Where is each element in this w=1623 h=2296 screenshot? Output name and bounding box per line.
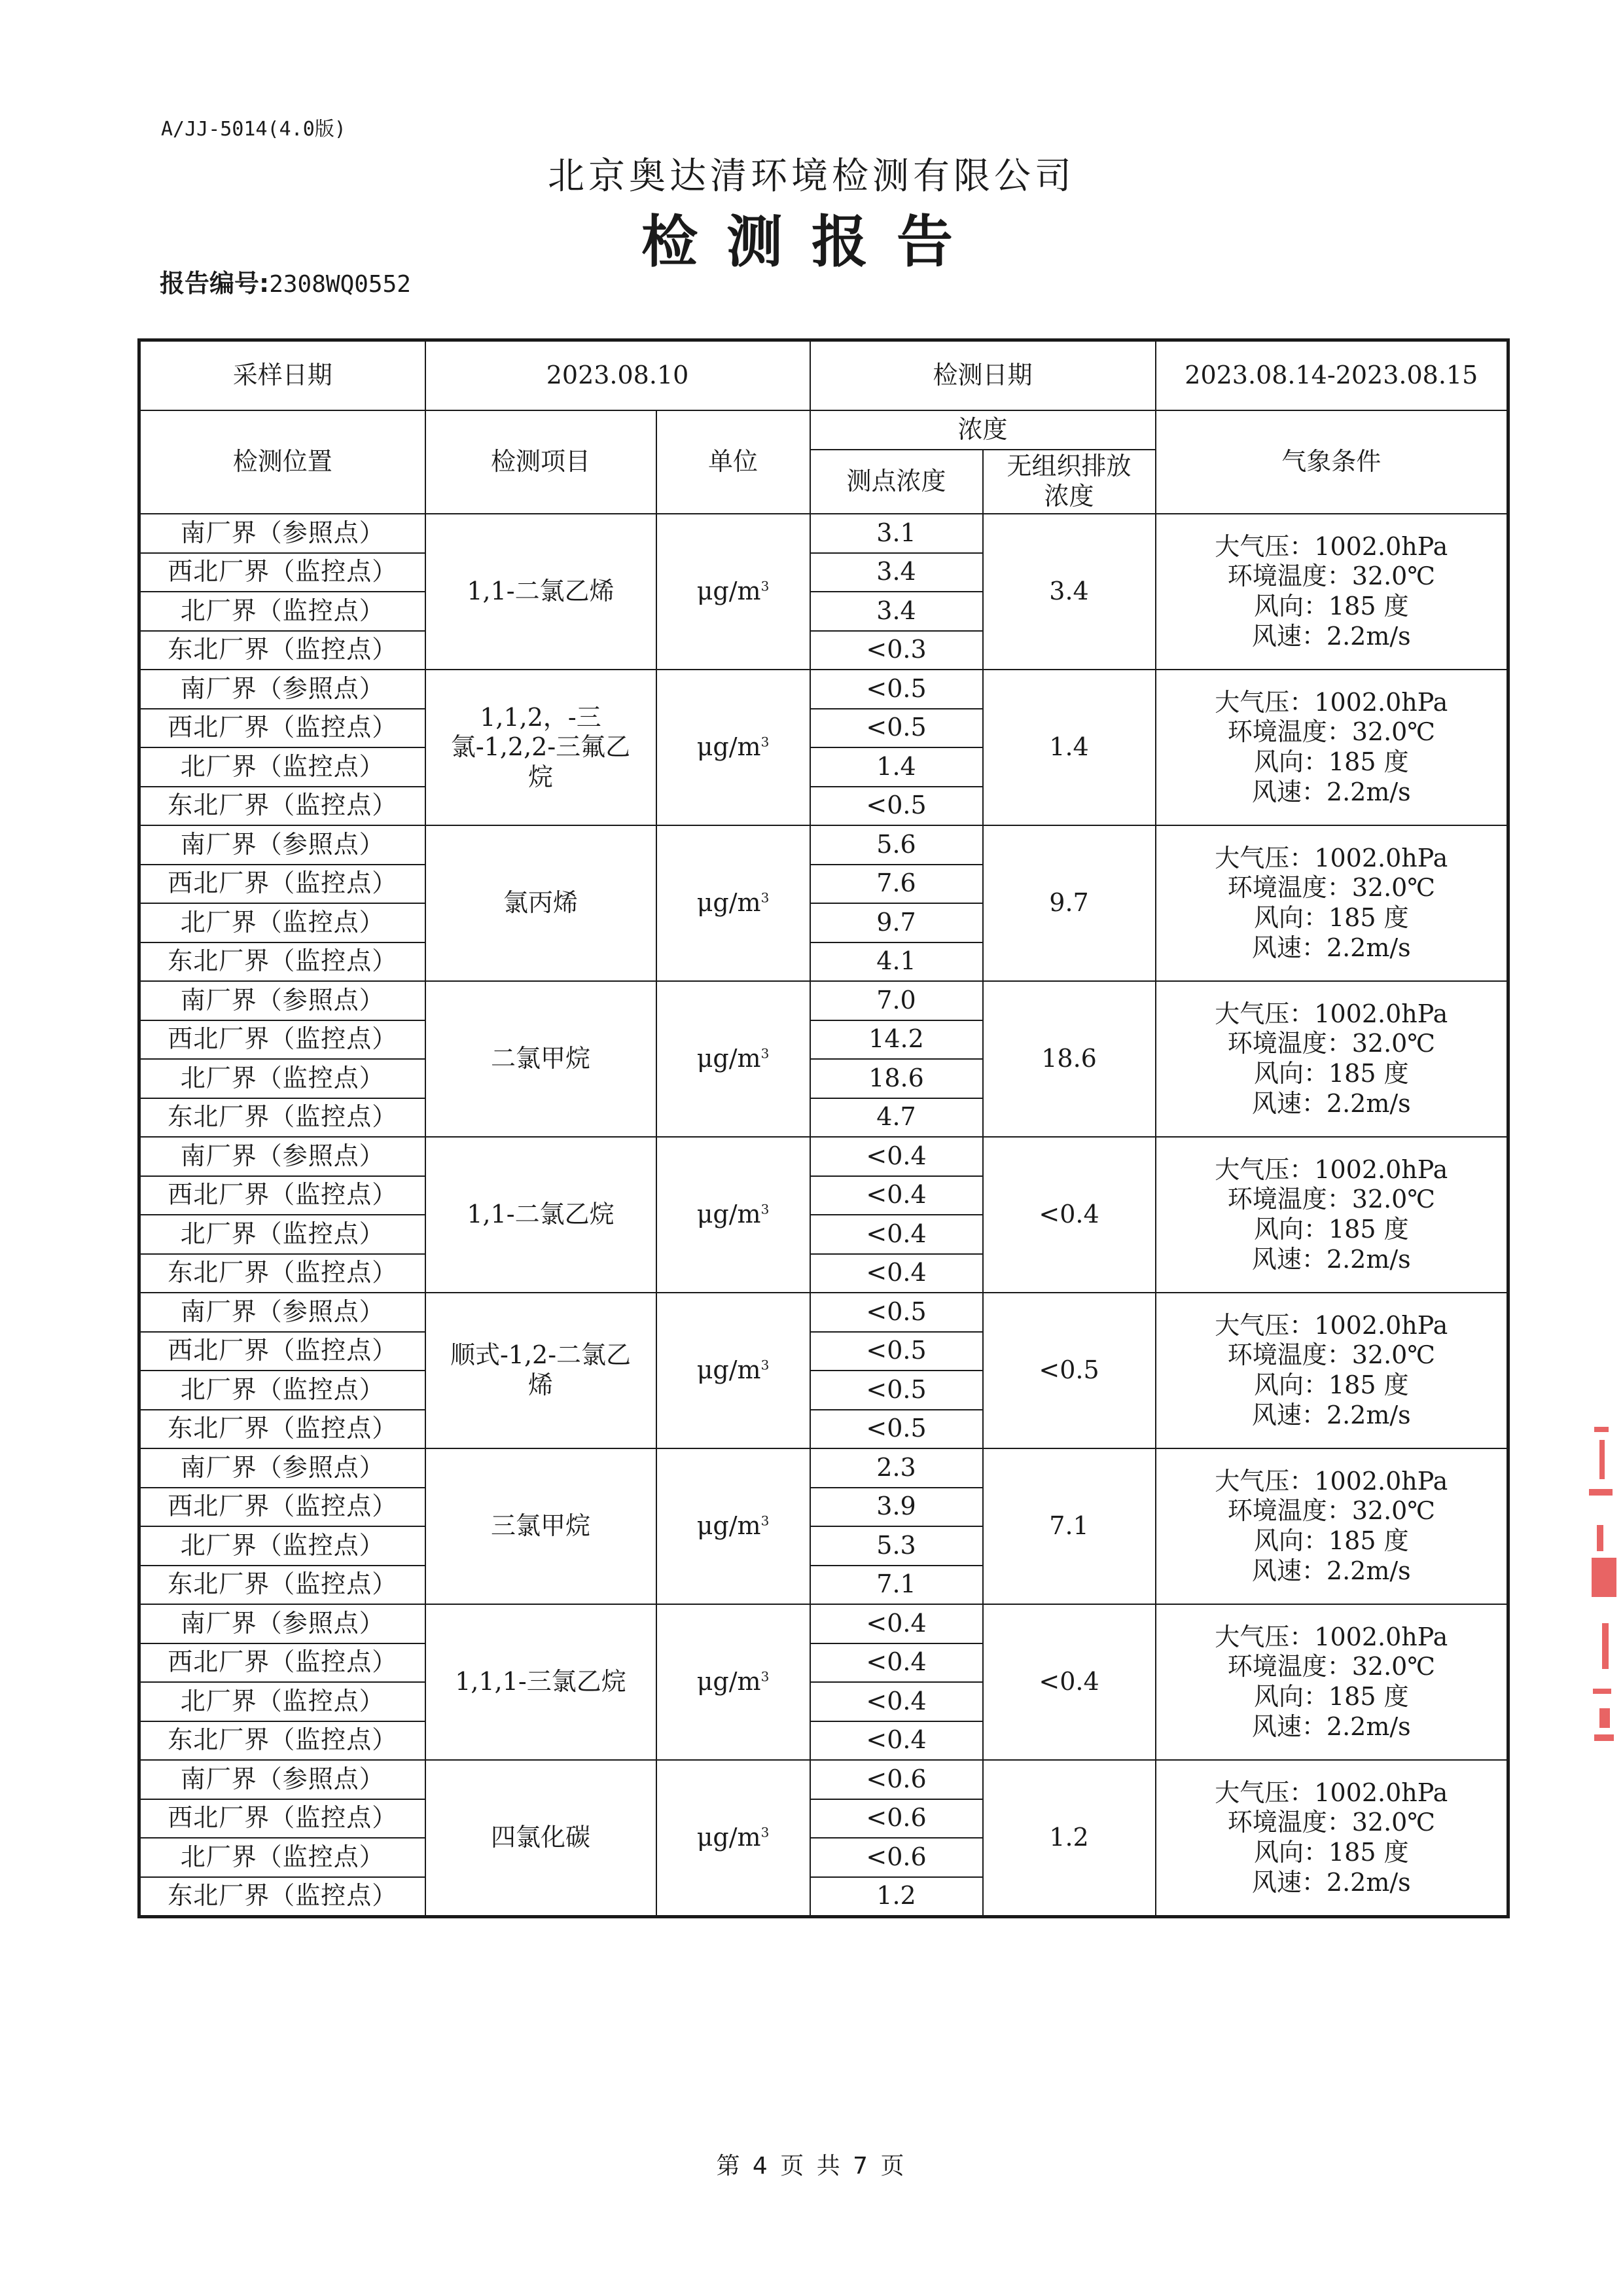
test-item-cell: 1,1,2，-三氯-1,2,2-三氟乙烷 [425,670,656,825]
location-cell: 西北厂界（监控点） [139,1332,425,1371]
weather-line: 大气压：1002.0hPa [1215,1466,1448,1496]
header-concentration: 浓度 [810,410,1156,450]
point-concentration-cell: 7.0 [810,981,983,1020]
weather-cell [1156,1604,1508,1760]
weather-line: 风速：2.2m/s [1251,777,1411,806]
test-item-cell: 顺式-1,2-二氯乙烯 [425,1293,656,1448]
location-cell: 西北厂界（监控点） [139,1643,425,1683]
unit-superscript: 3 [760,578,770,594]
table-row [139,1604,1508,1643]
unit-cell [656,514,810,670]
table-row [139,670,1508,709]
header-weather: 气象条件 [1156,410,1508,514]
location-cell: 南厂界（参照点） [139,825,425,865]
fugitive-concentration-cell: <0.5 [983,1293,1156,1448]
weather-line: 风向：185 度 [1253,1371,1409,1399]
weather-line: 环境温度：32.0℃ [1227,562,1435,591]
weather-line: 风向：185 度 [1253,592,1409,620]
fugitive-concentration-cell: 7.1 [983,1448,1156,1604]
location-cell: 北厂界（监控点） [139,1371,425,1410]
location-cell: 东北厂界（监控点） [139,942,425,982]
point-concentration-cell: <0.6 [810,1799,983,1839]
sampling-date-value: 2023.08.10 [425,340,810,411]
weather-line: 大气压：1002.0hPa [1215,1622,1448,1651]
location-cell: 南厂界（参照点） [139,1293,425,1332]
point-concentration-cell: <0.6 [810,1838,983,1877]
table-row [139,981,1508,1020]
weather-line: 环境温度：32.0℃ [1227,1340,1435,1370]
test-date-value: 2023.08.14-2023.08.15 [1156,340,1508,411]
unit-cell [656,1760,810,1917]
weather-line: 风速：2.2m/s [1251,1244,1411,1274]
weather-cell [1156,1137,1508,1293]
location-cell: 北厂界（监控点） [139,592,425,631]
fugitive-concentration-cell: 9.7 [983,825,1156,981]
unit-superscript: 3 [760,1824,770,1840]
weather-line: 大气压：1002.0hPa [1215,687,1448,717]
unit-superscript: 3 [760,889,770,906]
header-point-concentration: 测点浓度 [810,450,983,514]
table-row [139,1293,1508,1332]
location-cell: 东北厂界（监控点） [139,1410,425,1449]
unit-superscript: 3 [760,1201,770,1217]
weather-line: 风速：2.2m/s [1251,1556,1411,1585]
location-cell: 东北厂界（监控点） [139,631,425,670]
point-concentration-cell: <0.6 [810,1760,983,1799]
unit-cell [656,981,810,1137]
location-cell: 北厂界（监控点） [139,1682,425,1721]
weather-line: 风向：185 度 [1253,1682,1409,1711]
location-cell: 北厂界（监控点） [139,747,425,787]
location-cell: 南厂界（参照点） [139,1604,425,1643]
weather-cell [1156,981,1508,1137]
weather-line: 环境温度：32.0℃ [1227,1185,1435,1214]
weather-line: 环境温度：32.0℃ [1227,1808,1435,1837]
weather-line: 环境温度：32.0℃ [1227,1652,1435,1681]
point-concentration-cell: 9.7 [810,903,983,942]
unit-cell [656,825,810,981]
point-concentration-cell: 4.1 [810,942,983,982]
unit-text: μg/m [696,1667,761,1696]
table-row [139,825,1508,865]
unit-cell [656,1604,810,1760]
location-cell: 南厂界（参照点） [139,514,425,553]
weather-line: 大气压：1002.0hPa [1215,531,1448,561]
point-concentration-cell: <0.5 [810,670,983,709]
header-location: 检测位置 [139,410,425,514]
location-cell: 西北厂界（监控点） [139,1488,425,1527]
table-row [139,1760,1508,1799]
sampling-date-label: 采样日期 [139,340,425,411]
point-concentration-cell: <0.4 [810,1215,983,1254]
point-concentration-cell: 1.4 [810,747,983,787]
location-cell: 南厂界（参照点） [139,1448,425,1488]
location-cell: 南厂界（参照点） [139,1137,425,1176]
point-concentration-cell: 18.6 [810,1059,983,1098]
point-concentration-cell: 2.3 [810,1448,983,1488]
report-number-label: 报告编号: [160,269,270,298]
weather-cell [1156,1448,1508,1604]
table-row [139,514,1508,553]
location-cell: 北厂界（监控点） [139,1526,425,1566]
point-concentration-cell: 7.6 [810,865,983,904]
weather-line: 风向：185 度 [1253,903,1409,932]
weather-line: 环境温度：32.0℃ [1227,1496,1435,1526]
weather-cell [1156,514,1508,670]
report-number-value: 2308WQ0552 [269,271,411,298]
test-item-cell: 二氯甲烷 [425,981,656,1137]
point-concentration-cell: <0.4 [810,1604,983,1643]
unit-text: μg/m [696,577,761,606]
point-concentration-cell: 3.4 [810,553,983,592]
report-number [160,263,411,299]
fugitive-concentration-cell: <0.4 [983,1604,1156,1760]
header-unit: 单位 [656,410,810,514]
weather-cell [1156,1760,1508,1917]
location-cell: 西北厂界（监控点） [139,553,425,592]
fugitive-concentration-cell: 3.4 [983,514,1156,670]
unit-cell [656,1293,810,1448]
unit-cell [656,1137,810,1293]
weather-cell [1156,1293,1508,1448]
unit-superscript: 3 [760,1513,770,1529]
test-item-cell: 1,1-二氯乙烷 [425,1137,656,1293]
weather-line: 大气压：1002.0hPa [1215,1310,1448,1340]
weather-line: 风向：185 度 [1253,1215,1409,1244]
unit-superscript: 3 [760,1668,770,1685]
weather-line: 环境温度：32.0℃ [1227,717,1435,747]
location-cell: 北厂界（监控点） [139,903,425,942]
location-cell: 南厂界（参照点） [139,1760,425,1799]
unit-text: μg/m [696,1200,761,1229]
location-cell: 南厂界（参照点） [139,981,425,1020]
point-concentration-cell: 1.2 [810,1877,983,1917]
point-concentration-cell: <0.4 [810,1137,983,1176]
point-concentration-cell: 3.1 [810,514,983,553]
test-item-cell: 三氯甲烷 [425,1448,656,1604]
location-cell: 南厂界（参照点） [139,670,425,709]
point-concentration-cell: <0.3 [810,631,983,670]
point-concentration-cell: <0.5 [810,1293,983,1332]
point-concentration-cell: <0.5 [810,709,983,748]
header-fugitive-concentration: 无组织排放浓度 [983,450,1156,514]
location-cell: 西北厂界（监控点） [139,1176,425,1215]
fugitive-concentration-cell: <0.4 [983,1137,1156,1293]
location-cell: 北厂界（监控点） [139,1838,425,1877]
location-cell: 西北厂界（监控点） [139,865,425,904]
weather-line: 风向：185 度 [1253,1526,1409,1555]
location-cell: 西北厂界（监控点） [139,1799,425,1839]
unit-text: μg/m [696,1511,761,1541]
header-item: 检测项目 [425,410,656,514]
fugitive-concentration-cell: 1.2 [983,1760,1156,1917]
point-concentration-cell: <0.4 [810,1721,983,1761]
location-cell: 东北厂界（监控点） [139,787,425,826]
unit-cell [656,670,810,825]
table-row [139,1448,1508,1488]
point-concentration-cell: <0.5 [810,1371,983,1410]
weather-line: 大气压：1002.0hPa [1215,1155,1448,1184]
location-cell: 东北厂界（监控点） [139,1098,425,1138]
unit-text: μg/m [696,1044,761,1073]
weather-line: 风速：2.2m/s [1251,621,1411,651]
unit-superscript: 3 [760,734,770,750]
test-item-cell: 四氯化碳 [425,1760,656,1917]
point-concentration-cell: 4.7 [810,1098,983,1138]
point-concentration-cell: 14.2 [810,1020,983,1060]
weather-line: 风速：2.2m/s [1251,1867,1411,1897]
point-concentration-cell: 3.4 [810,592,983,631]
weather-line: 风速：2.2m/s [1251,1712,1411,1741]
weather-line: 风速：2.2m/s [1251,1088,1411,1118]
location-cell: 东北厂界（监控点） [139,1566,425,1605]
unit-text: μg/m [696,1823,761,1852]
point-concentration-cell: 5.3 [810,1526,983,1566]
fugitive-concentration-cell: 1.4 [983,670,1156,825]
weather-line: 风向：185 度 [1253,1838,1409,1867]
point-concentration-cell: <0.5 [810,787,983,826]
fugitive-concentration-cell: 18.6 [983,981,1156,1137]
seal-edge [1582,1427,1623,1754]
point-concentration-cell: <0.5 [810,1410,983,1449]
point-concentration-cell: <0.4 [810,1254,983,1293]
point-concentration-cell: <0.5 [810,1332,983,1371]
unit-superscript: 3 [760,1357,770,1373]
point-concentration-cell: 7.1 [810,1566,983,1605]
location-cell: 东北厂界（监控点） [139,1721,425,1761]
report-title: 检测报告 [641,209,982,275]
page-number: 第 4 页 共 7 页 [716,2153,907,2179]
location-cell: 西北厂界（监控点） [139,1020,425,1060]
location-cell: 北厂界（监控点） [139,1059,425,1098]
weather-line: 环境温度：32.0℃ [1227,1029,1435,1058]
weather-line: 风速：2.2m/s [1251,933,1411,962]
point-concentration-cell: 3.9 [810,1488,983,1527]
point-concentration-cell: 5.6 [810,825,983,865]
point-concentration-cell: <0.4 [810,1643,983,1683]
test-date-label: 检测日期 [810,340,1156,411]
weather-line: 大气压：1002.0hPa [1215,1778,1448,1807]
results-table [137,338,1510,1918]
location-cell: 东北厂界（监控点） [139,1254,425,1293]
unit-text: μg/m [696,732,761,762]
point-concentration-cell: <0.4 [810,1682,983,1721]
location-cell: 北厂界（监控点） [139,1215,425,1254]
weather-line: 风向：185 度 [1253,1059,1409,1088]
company-name: 北京奥达清环境检测有限公司 [548,155,1075,198]
weather-line: 风向：185 度 [1253,747,1409,776]
unit-superscript: 3 [760,1045,770,1062]
document-code: A/JJ-5014(4.0版) [161,118,346,141]
location-cell: 西北厂界（监控点） [139,709,425,748]
unit-text: μg/m [696,1355,761,1385]
point-concentration-cell: <0.4 [810,1176,983,1215]
table-row [139,1137,1508,1176]
weather-line: 风速：2.2m/s [1251,1400,1411,1429]
test-item-cell: 氯丙烯 [425,825,656,981]
weather-line: 大气压：1002.0hPa [1215,843,1448,872]
weather-line: 环境温度：32.0℃ [1227,873,1435,903]
test-item-cell: 1,1,1-三氯乙烷 [425,1604,656,1760]
weather-cell [1156,825,1508,981]
location-cell: 东北厂界（监控点） [139,1877,425,1917]
test-item-cell: 1,1-二氯乙烯 [425,514,656,670]
unit-text: μg/m [696,888,761,918]
weather-cell [1156,670,1508,825]
weather-line: 大气压：1002.0hPa [1215,999,1448,1028]
unit-cell [656,1448,810,1604]
